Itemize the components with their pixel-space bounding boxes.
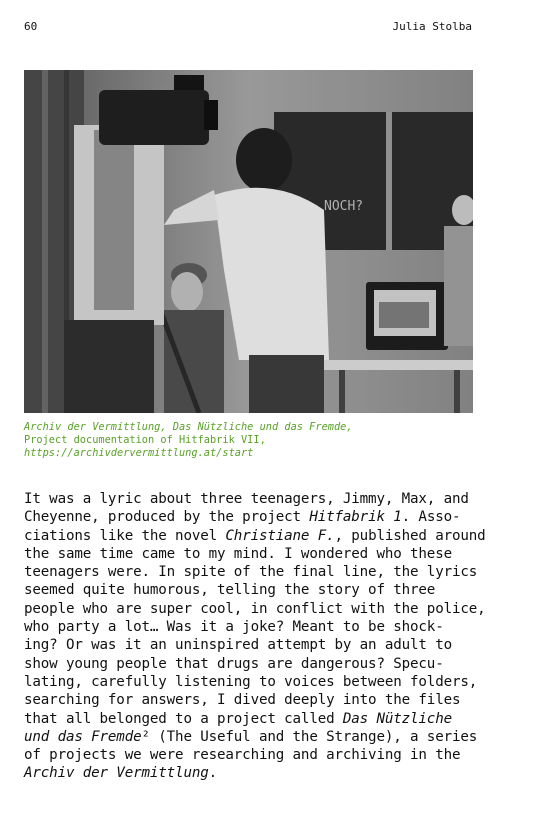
page-number: 60 [24, 20, 38, 33]
body-line: people who are super cool, in conflict with the police, [24, 600, 486, 617]
body-paragraph [24, 490, 484, 783]
body-line: who party a lot… Was it a joke? Meant to be shock- [24, 619, 444, 636]
caption-line-url: https://archivdervermittlung.at/start [24, 447, 254, 459]
body-line: und das Fremde² (The Useful and the Strange), a series [24, 728, 478, 745]
body-line: ing? Or was it an uninspired attempt by an adult to [24, 637, 452, 654]
body-line: lating, carefully listening to voices between folders, [24, 673, 478, 690]
italic-title: und das Fremde [24, 728, 142, 745]
italic-title: Christiane F. [225, 527, 335, 544]
body-line: Archiv der Vermittlung. [24, 765, 218, 782]
body-line: Cheyenne, produced by the project Hitfabrik 1. Asso- [24, 509, 461, 526]
italic-title: Archiv der Vermittlung [24, 765, 209, 782]
body-line: It was a lyric about three teenagers, Jimmy, Max, and [24, 491, 469, 507]
body-line: seemed quite humorous, telling the story of three [24, 582, 436, 599]
chalk-text: NOCH? [324, 199, 364, 214]
body-line: searching for answers, I dived deeply into the files [24, 692, 461, 709]
body-line: ciations like the novel Christiane F., published around [24, 527, 486, 544]
body-line: show young people that drugs are dangerous? Specu- [24, 655, 444, 672]
italic-title: Das Nützliche [342, 710, 452, 727]
running-header [24, 20, 472, 36]
photo-caption [24, 421, 473, 460]
body-line: the same time came to my mind. I wondered who these [24, 545, 452, 562]
author-name: Julia Stolba [392, 20, 472, 33]
italic-title: Hitfabrik 1 [309, 509, 402, 526]
body-line: of projects we were researching and archiving in the [24, 747, 461, 764]
photo-illustration [24, 70, 473, 413]
caption-line-source: Archiv der Vermittlung, Das Nützliche und das Fremde, [24, 421, 353, 433]
body-line: that all belonged to a project called Das Nützliche [24, 710, 452, 727]
body-line: teenagers were. In spite of the final line, the lyrics [24, 564, 478, 581]
caption-line-project: Project documentation of Hitfabrik VII, [24, 434, 266, 446]
archive-photo [24, 70, 473, 413]
